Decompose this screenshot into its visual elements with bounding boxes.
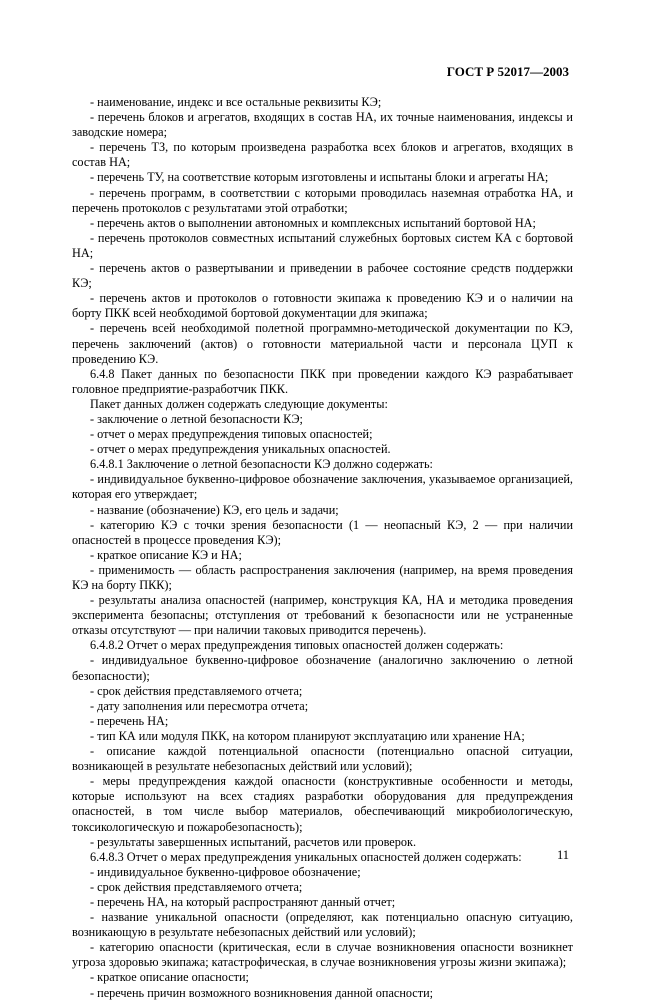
paragraph: - меры предупреждения каждой опасности (конструктивные особенности и методы, которые используют на всех стадиях разработки оборудования для предупреждения опасностей, в том числе выбор материалов, обеспечивающий микробиологическую, токсикологическую и пожаробезопасность);	[72, 774, 573, 834]
paragraph: - перечень ТУ, на соответствие которым изготовлены и испытаны блоки и агрегаты НА;	[90, 170, 549, 185]
paragraph: - название (обозначение) КЭ, его цель и задачи;	[90, 502, 339, 517]
paragraph: - индивидуальное буквенно-цифровое обозначение;	[90, 864, 361, 879]
paragraph: - дату заполнения или пересмотра отчета;	[90, 698, 309, 713]
paragraph: - краткое описание КЭ и НА;	[90, 547, 242, 562]
paragraph: - перечень актов и протоколов о готовности экипажа к проведению КЭ и о наличии на борту ПКК всей необходимой бортовой документации для экипажа;	[72, 291, 573, 321]
standard-header: ГОСТ Р 52017—2003	[446, 64, 569, 79]
paragraph: - перечень актов о выполнении автономных и комплексных испытаний бортовой НА;	[90, 215, 536, 230]
paragraph: - применимость — область распространения заключения (например, на время проведения КЭ на борту ПКК);	[72, 562, 573, 592]
paragraph: - категорию КЭ с точки зрения безопасности (1 — неопасный КЭ, 2 — при наличии опасностей в процессе проведения КЭ);	[72, 517, 573, 547]
paragraph: 6.4.8.2 Отчет о мерах предупреждения типовых опасностей должен содержать:	[90, 638, 504, 653]
paragraph: - перечень всей необходимой полетной программно-методической документации по КЭ, перечень заключений (актов) о готовности материальной части и персонала ЦУП к проведению КЭ.	[72, 321, 573, 366]
paragraph: 6.4.8.3 Отчет о мерах предупреждения уникальных опасностей должен содержать:	[90, 849, 522, 864]
paragraph: 6.4.8 Пакет данных по безопасности ПКК при проведении каждого КЭ разрабатывает головное предприятие-разработчик ПКК.	[72, 366, 573, 396]
paragraph: - перечень блоков и агрегатов, входящих в состав НА, их точные наименования, индексы и заводские номера;	[72, 110, 573, 140]
paragraph: - наименование, индекс и все остальные реквизиты КЭ;	[90, 95, 382, 109]
paragraph: - название уникальной опасности (определяют, как потенциально опасную ситуацию, возникающую в результате небезопасных действий или условий);	[72, 910, 573, 940]
paragraph: - перечень ТЗ, по которым произведена разработка всех блоков и агрегатов, входящих в состав НА;	[72, 140, 573, 170]
paragraph: - перечень протоколов совместных испытаний служебных бортовых систем КА с бортовой НА;	[72, 230, 573, 260]
paragraph: - перечень актов о развертывании и приведении в рабочее состояние средств поддержки КЭ;	[72, 261, 573, 291]
paragraph: - результаты анализа опасностей (например, конструкция КА, НА и методика проведения эксперимента безопасны; отступления от требований к безопасности или не устраненные отказы отсутствуют — при наличии таковых приводится перечень).	[72, 593, 573, 638]
paragraph: - отчет о мерах предупреждения уникальных опасностей.	[90, 442, 391, 457]
paragraph: - перечень причин возможного возникновения данной опасности;	[90, 985, 434, 1000]
paragraph: - заключение о летной безопасности КЭ;	[90, 411, 303, 426]
paragraph: - результаты завершенных испытаний, расчетов или проверок.	[90, 834, 417, 849]
paragraph: - срок действия представляемого отчета;	[90, 879, 303, 894]
paragraph: 6.4.8.1 Заключение о летной безопасности КЭ должно содержать:	[90, 457, 433, 472]
document-body	[72, 95, 573, 1001]
paragraph: - срок действия представляемого отчета;	[90, 683, 303, 698]
page-number: 11	[556, 848, 569, 862]
paragraph: - описание каждой потенциальной опасности (потенциально опасной ситуации, возникающей в результате небезопасных действий или условий);	[72, 744, 573, 774]
paragraph: - перечень НА;	[90, 713, 169, 728]
paragraph: - краткое описание опасности;	[90, 970, 249, 985]
paragraph: - отчет о мерах предупреждения типовых опасностей;	[90, 427, 373, 442]
paragraph: - индивидуальное буквенно-цифровое обозначение заключения, указываемое организацией, которая его утверждает;	[72, 472, 573, 502]
paragraph: - индивидуальное буквенно-цифровое обозначение (аналогично заключению о летной безопасности);	[72, 653, 573, 683]
paragraph: - категорию опасности (критическая, если в случае возникновения опасности возникнет угроза здоровью экипажа; катастрофическая, в случае возникновения угрозы жизни экипажа);	[72, 940, 573, 970]
paragraph: - тип КА или модуля ПКК, на котором планируют эксплуатацию или хранение НА;	[90, 728, 525, 743]
paragraph: - перечень программ, в соответствии с которыми проводилась наземная отработка НА, и перечень протоколов с результатами этой отработки;	[72, 185, 573, 215]
paragraph: Пакет данных должен содержать следующие документы:	[90, 396, 388, 411]
paragraph: - перечень НА, на который распространяют данный отчет;	[90, 894, 396, 909]
